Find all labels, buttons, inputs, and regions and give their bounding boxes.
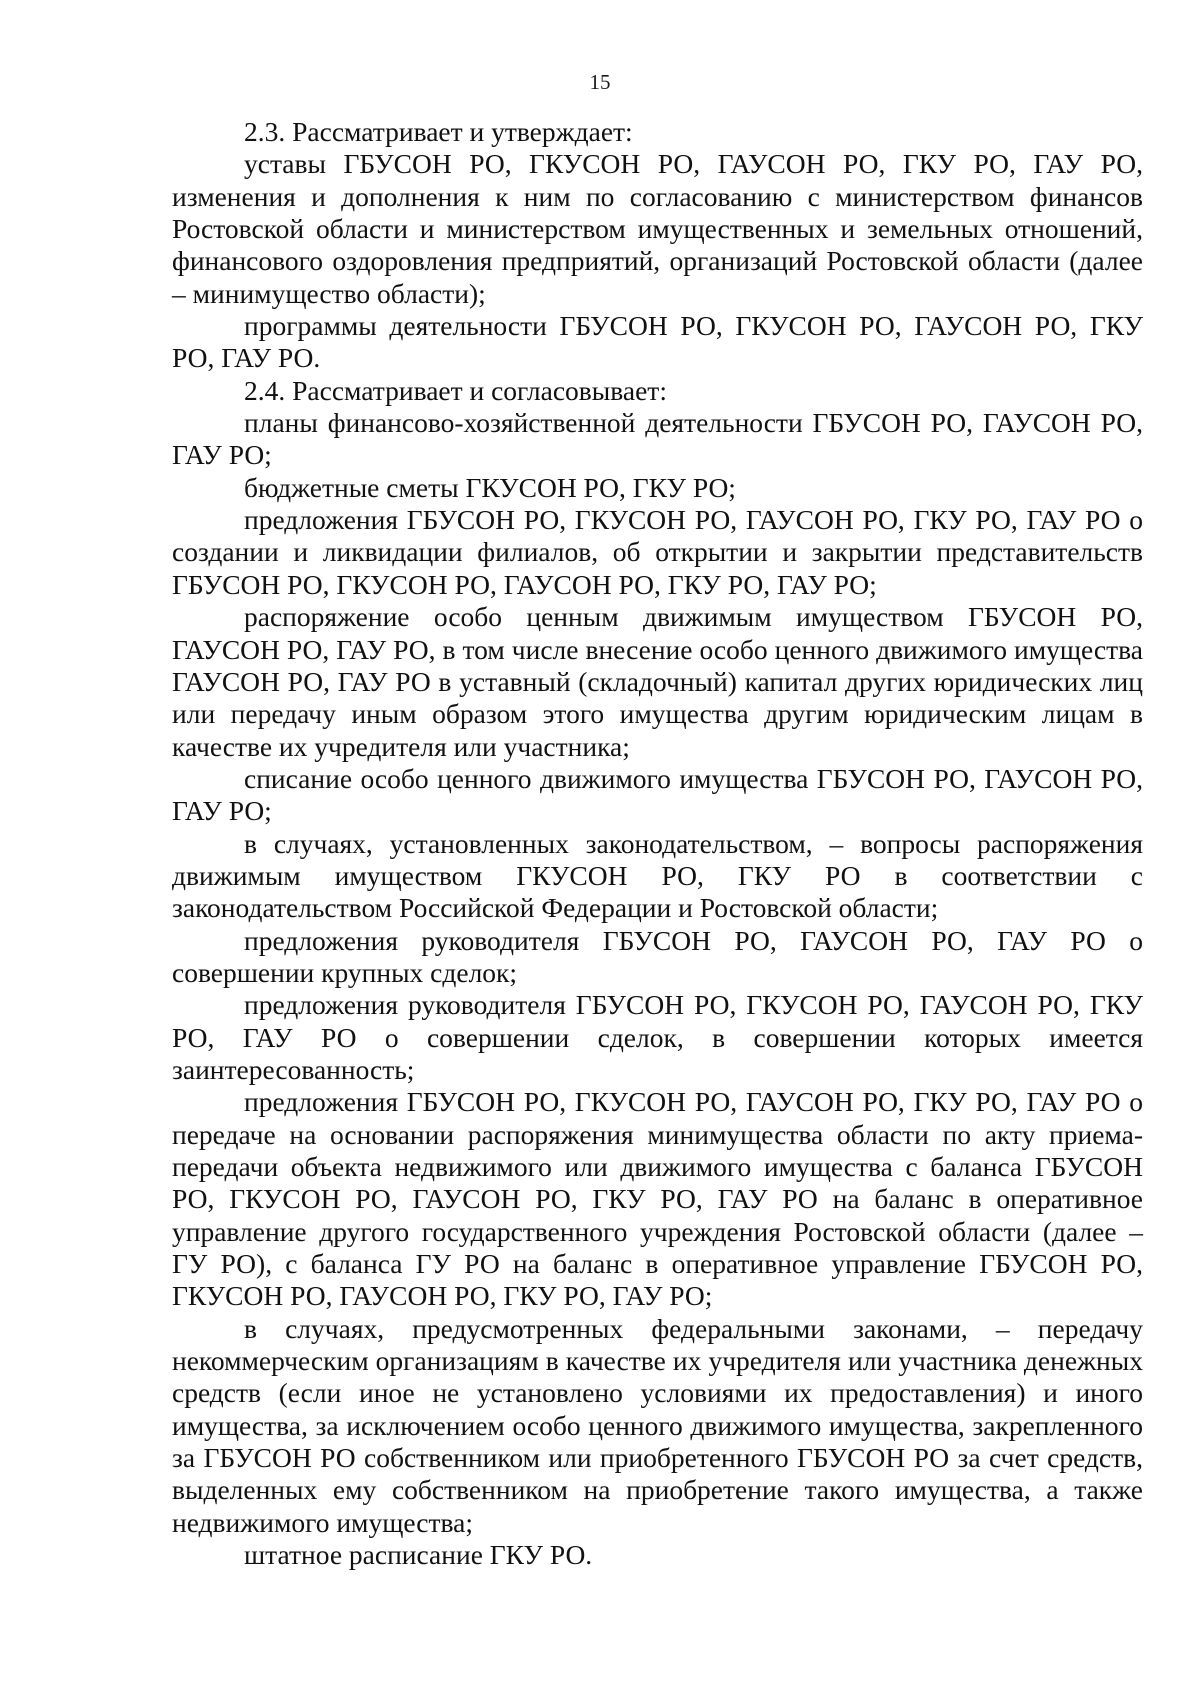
paragraph-major-transactions: предложения руководителя ГБУСОН РО, ГАУСОН РО, ГАУ РО о совершении крупных сделок; [172, 924, 1143, 988]
paragraph-budget-estimates: бюджетные сметы ГКУСОН РО, ГКУ РО; [244, 471, 736, 503]
paragraph-interested-transactions: предложения руководителя ГБУСОН РО, ГКУСОН РО, ГАУСОН РО, ГКУ РО, ГАУ РО о совершении сделок, в совершении которых имеется заинтересованность; [172, 989, 1143, 1085]
paragraph-property-transfer: предложения ГБУСОН РО, ГКУСОН РО, ГАУСОН РО, ГКУ РО, ГАУ РО о передаче на основании распоряжения минимущества области по акту приема-передачи объекта недвижимого или движимого имущества с баланса ГБУСОН РО, ГКУСОН РО, ГАУСОН РО, ГКУ РО, ГАУ РО на баланс в оперативное управление другого государственного учреждения Ростовской области (далее – ГУ РО), с баланса ГУ РО на баланс в оперативное управление ГБУСОН РО, ГКУСОН РО, ГАУСОН РО, ГКУ РО, ГАУ РО; [172, 1086, 1143, 1312]
paragraph-financial-plans: планы финансово-хозяйственной деятельности ГБУСОН РО, ГАУСОН РО, ГАУ РО; [172, 407, 1143, 471]
paragraph-2-4-heading: 2.4. Рассматривает и согласовывает: [244, 374, 667, 406]
document-body [172, 116, 1143, 1571]
paragraph-programs: программы деятельности ГБУСОН РО, ГКУСОН РО, ГАУСОН РО, ГКУ РО, ГАУ РО. [172, 310, 1143, 374]
paragraph-property-disposal: распоряжение особо ценным движимым имуществом ГБУСОН РО, ГАУСОН РО, ГАУ РО, в том числе внесение особо ценного движимого имущества ГАУСОН РО, ГАУ РО в уставный (складочный) капитал других юридических лиц или передачу иным образом этого имущества другим юридическим лицам в качестве их учредителя или участника; [172, 601, 1143, 762]
paragraph-2-3-heading: 2.3. Рассматривает и утверждает: [244, 116, 633, 147]
paragraph-branches: предложения ГБУСОН РО, ГКУСОН РО, ГАУСОН РО, ГКУ РО, ГАУ РО о создании и ликвидации филиалов, об открытии и закрытии представительств ГБУСОН РО, ГКУСОН РО, ГАУСОН РО, ГКУ РО, ГАУ РО; [172, 504, 1143, 600]
paragraph-write-off: списание особо ценного движимого имущества ГБУСОН РО, ГАУСОН РО, ГАУ РО; [172, 762, 1143, 827]
paragraph-staff-schedule: штатное расписание ГКУ РО. [244, 1539, 593, 1571]
paragraph-movable-property: в случаях, установленных законодательством, – вопросы распоряжения движимым имуществом ГКУСОН РО, ГКУ РО в соответствии с законодательством Российской Федерации и Ростовской области; [172, 827, 1143, 924]
paragraph-nonprofit-transfer: в случаях, предусмотренных федеральными законами, – передачу некоммерческим организациям в качестве их учредителя или участника денежных средств (если иное не установлено условиями их предоставления) и иного имущества, за исключением особо ценного движимого имущества, закрепленного за ГБУСОН РО собственником или приобретенного ГБУСОН РО за счет средств, выделенных ему собственником на приобретение такого имущества, а также недвижимого имущества; [172, 1312, 1143, 1538]
paragraph-charters: уставы ГБУСОН РО, ГКУСОН РО, ГАУСОН РО, ГКУ РО, ГАУ РО, изменения и дополнения к ним по согласованию с министерством финансов Ростовской области и министерством имущественных и земельных отношений, финансового оздоровления предприятий, организаций Ростовской области (далее – минимущество области); [172, 148, 1143, 309]
page-number: 15 [589, 70, 611, 94]
